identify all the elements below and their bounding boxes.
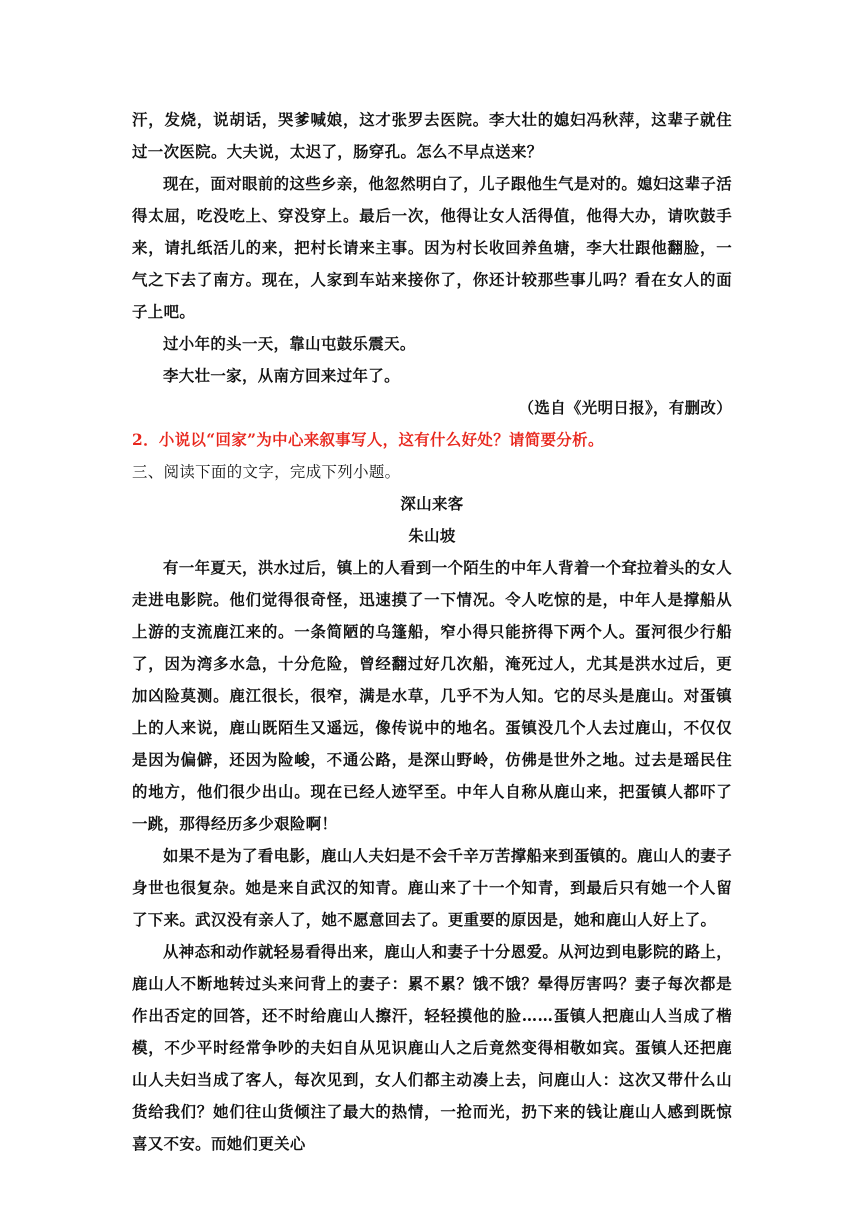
story-paragraph-3: 从神态和动作就轻易看得出来，鹿山人和妻子十分恩爱。从河边到电影院的路上，鹿山人不断地转过头来问背上的妻子：累不累？饿不饿？晕得厉害吗？妻子每次都是作出否定的回答，还不时给鹿山人擦汗，轻轻摸他的脸……蛋镇人把鹿山人当成了楷模，不少平时经常争吵的夫妇自从见识鹿山人之后竟然变得相敬如宾。蛋镇人还把鹿山人夫妇当成了客人，每次见到，女人们都主动凑上去，问鹿山人：这次又带什么山货给我们？她们往山货倾注了最大的热情，一抢而光，扔下来的钱让鹿山人感到既惊喜又不安。而她们更关心 (132, 943, 732, 1153)
question-2: 2．小说以“回家”为中心来叙事写人，这有什么好处？请简要分析。 (132, 431, 604, 449)
paragraph-top-2: 现在，面对眼前的这些乡亲，他忽然明白了，儿子跟他生气是对的。媳妇这辈子活得太屈，吃没吃上、穿没穿上。最后一次，他得让女人活得值，他得大办，请吹鼓手来，请扎纸活儿的来，把村长请来主事。因为村长收回养鱼塘，李大壮跟他翻脸，一气之下去了南方。现在，人家到车站来接你了，你还计较那些事儿吗？看在女人的面子上吧。 (132, 175, 732, 321)
section-heading: 三、阅读下面的文字，完成下列小题。 (132, 463, 401, 481)
source-citation: （选自《光明日报》，有删改） (518, 399, 732, 417)
story-paragraph-2: 如果不是为了看电影，鹿山人夫妇是不会千辛万苦撑船来到蛋镇的。鹿山人的妻子身世也很复杂。她是来自武汉的知青。鹿山来了十一个知青，到最后只有她一个人留了下来。武汉没有亲人了，她不愿意回去了。更重要的原因是，她和鹿山人好上了。 (132, 847, 732, 929)
story-author: 朱山坡 (408, 527, 456, 545)
paragraph-top-3: 过小年的头一天，靠山屯鼓乐震天。 (163, 335, 416, 353)
paragraph-top-4: 李大壮一家，从南方回来过年了。 (163, 367, 400, 385)
story-paragraph-1: 有一年夏天，洪水过后，镇上的人看到一个陌生的中年人背着一个耷拉着头的女人走进电影院。他们觉得很奇怪，迅速摸了一下情况。令人吃惊的是，中年人是撑船从上游的支流鹿江来的。一条简陋的乌篷船，窄小得只能挤得下两个人。蛋河很少行船了，因为湾多水急，十分危险，曾经翻过好几次船，淹死过人，尤其是洪水过后，更加凶险莫测。鹿江很长，很窄，满是水草，几乎不为人知。它的尽头是鹿山。对蛋镇上的人来说，鹿山既陌生又遥远，像传说中的地名。蛋镇没几个人去过鹿山，不仅仅是因为偏僻，还因为险峻，不通公路，是深山野岭，仿佛是世外之地。过去是瑶民住的地方，他们很少出山。现在已经人迹罕至。中年人自称从鹿山来，把蛋镇人都吓了一跳，那得经历多少艰险啊！ (132, 559, 732, 833)
document-body (132, 104, 732, 1160)
paragraph-top-1: 汗，发烧，说胡话，哭爹喊娘，这才张罗去医院。李大壮的媳妇冯秋萍，这辈子就住过一次医院。大夫说，太迟了，肠穿孔。怎么不早点送来？ (132, 111, 732, 161)
story-title: 深山来客 (400, 495, 464, 513)
